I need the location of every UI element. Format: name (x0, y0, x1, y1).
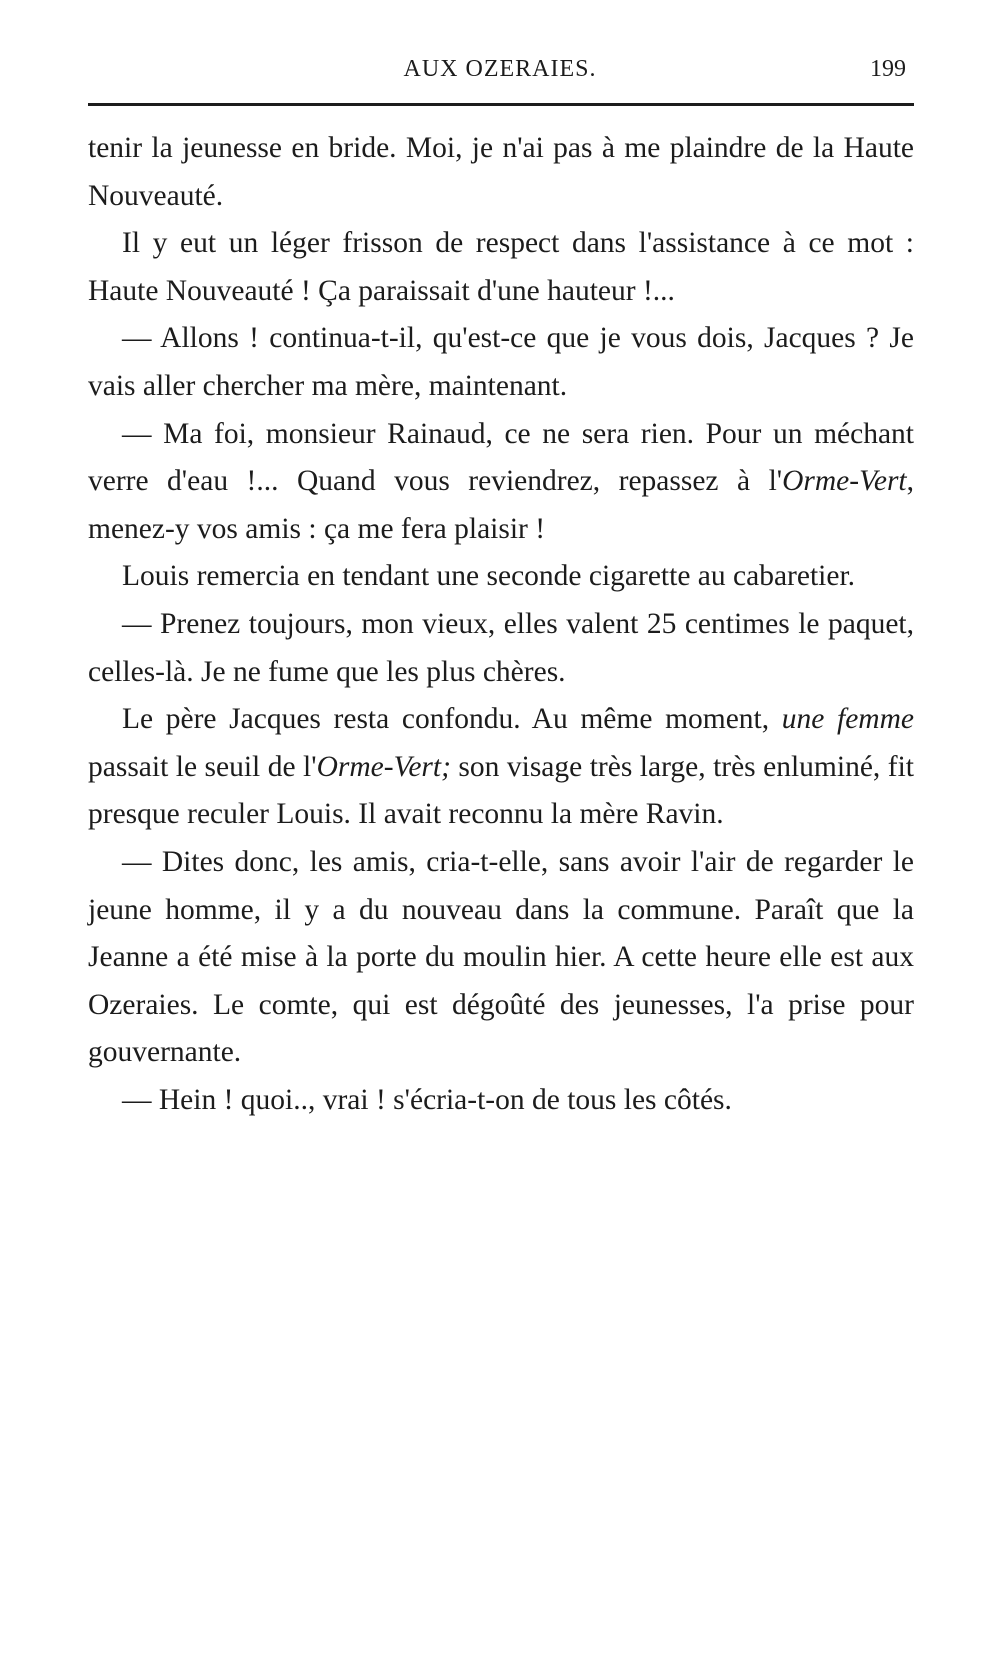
italic-text: une femme (781, 703, 915, 736)
paragraph-continued: tenir la jeunesse en bride. Moi, je n'ai pas à me plaindre de la Haute Nouveauté. (88, 132, 914, 212)
header-rule (88, 103, 914, 106)
running-head (88, 56, 912, 96)
paragraph-dialogue: — Prenez toujours, mon vieux, elles valent 25 centimes le paquet, celles-là. Je ne fume que les plus chères. (88, 607, 914, 688)
running-head-title: AUX OZERAIES. (403, 56, 597, 82)
body-text (88, 125, 914, 1124)
paragraph-narration: Il y eut un léger frisson de respect dans l'assistance à ce mot : Haute Nouveauté ! Ça paraissait d'une hauteur !... (88, 227, 914, 307)
text-run: Le père Jacques resta confondu. Au même moment, (122, 703, 782, 736)
text-run: son visage très large, très enluminé, fit presque reculer Louis. Il avait reconnu la mère Ravin. (88, 750, 914, 831)
text-run: passait le seuil de l' (88, 750, 317, 783)
text-run: , menez-y vos amis : ça me fera plaisir ! (88, 465, 914, 545)
page-number: 199 (870, 56, 906, 82)
italic-place-name: Orme-Vert (782, 465, 907, 498)
italic-place-name: Orme-Vert; (316, 750, 451, 783)
paragraph-narration (88, 696, 914, 839)
paragraph-dialogue: — Dites donc, les amis, cria-t-elle, sans avoir l'air de regarder le jeune homme, il y a du nouveau dans la commune. Paraît que la Jeanne a été mise à la porte du moulin hier. A cette heure elle est aux Ozeraies. Le comte, qui est dégoûté des jeunesses, l'a prise pour gouvernante. (88, 845, 914, 1069)
paragraph-dialogue: — Allons ! continua-t-il, qu'est-ce que je vous dois, Jacques ? Je vais aller chercher ma mère, maintenant. (88, 322, 914, 402)
paragraph-dialogue (88, 411, 914, 554)
paragraph-dialogue: — Hein ! quoi.., vrai ! s'écria-t-on de tous les côtés. (122, 1083, 732, 1116)
text-run: — Ma foi, monsieur Rainaud, ce ne sera rien. Pour un méchant verre d'eau !... Quand vous reviendrez, repassez à l' (88, 417, 914, 498)
paragraph-narration: Louis remercia en tendant une seconde cigarette au cabaretier. (122, 560, 856, 593)
